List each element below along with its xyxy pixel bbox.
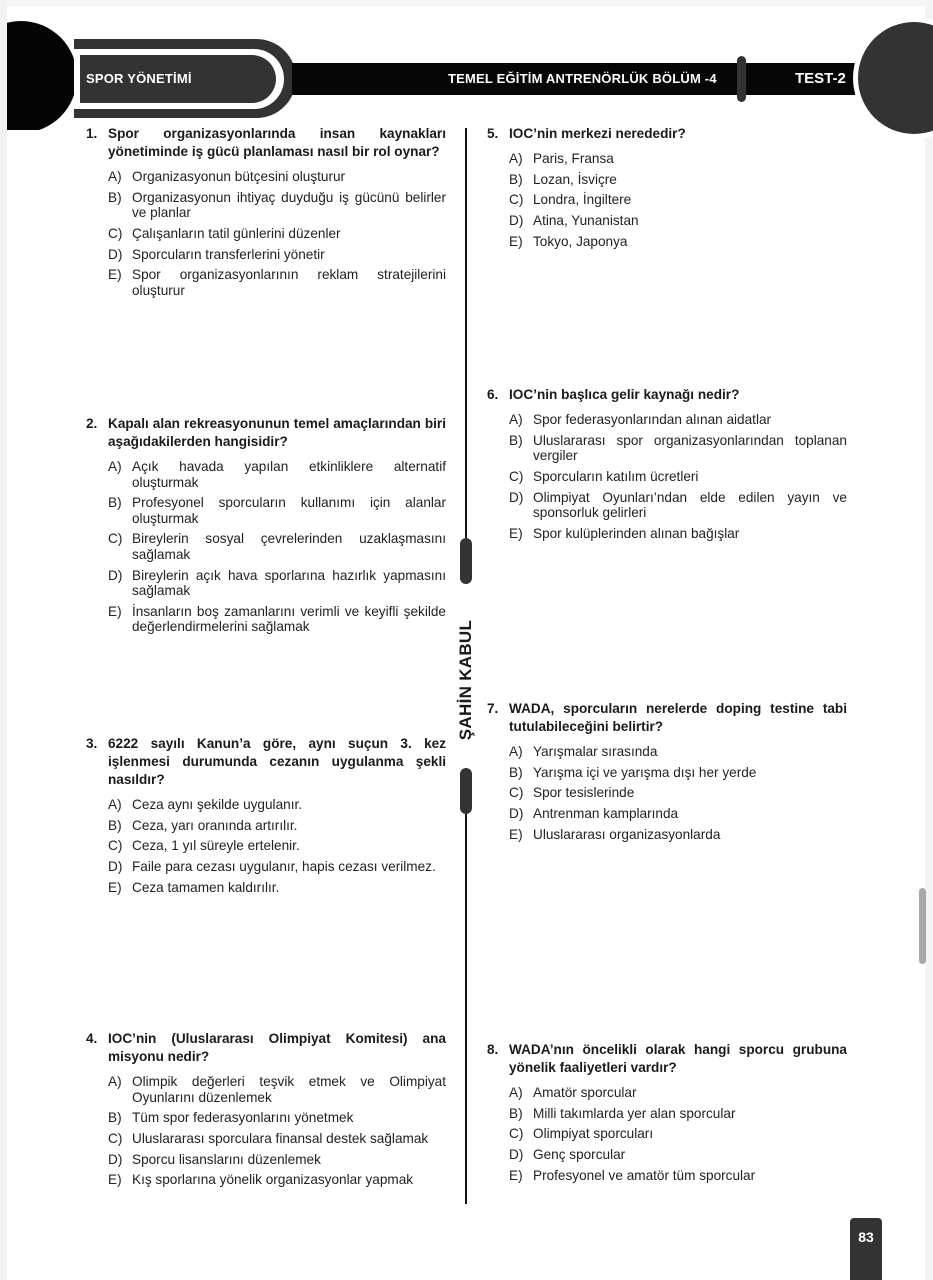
option-text: Olimpiyat Oyunları’ndan elde edilen yayın ve sponsorluk gelirleri xyxy=(533,489,847,521)
option-letter: B) xyxy=(509,1105,523,1121)
option-text: Faile para cezası uygulanır, hapis cezası verilmez. xyxy=(132,859,436,875)
option-letter: E) xyxy=(108,603,122,619)
option-text: Tokyo, Japonya xyxy=(533,233,628,249)
answer-option xyxy=(108,459,446,490)
option-letter: E) xyxy=(108,1172,122,1188)
question-text: Spor organizasyonlarında insan kaynakları yönetiminde iş gücü planlaması nasıl bir rol oynar? xyxy=(108,126,446,159)
option-text: İnsanların boş zamanlarını verimli ve keyifli şekilde değerlendirmelerini sağlamak xyxy=(132,603,446,635)
question-stem xyxy=(487,1041,847,1077)
option-text: Bireylerin açık hava sporlarına hazırlık yapmasını sağlamak xyxy=(132,567,446,599)
option-letter: A) xyxy=(108,459,122,474)
option-letter: C) xyxy=(509,785,524,801)
option-text: Profesyonel sporcuların kullanımı için alanlar oluşturmak xyxy=(132,495,446,526)
option-letter: C) xyxy=(509,1126,524,1142)
option-letter: D) xyxy=(108,859,123,875)
option-letter: D) xyxy=(509,1147,524,1163)
option-text: Olimpiyat sporcuları xyxy=(533,1126,654,1142)
answer-options xyxy=(86,1074,446,1188)
question-text: 6222 sayılı Kanun’a göre, aynı suçun 3. kez işlenmesi durumunda cezanın uygulanma şekli nasıldır? xyxy=(108,736,446,787)
answer-option xyxy=(108,226,446,242)
answer-option xyxy=(509,490,847,521)
answer-options xyxy=(487,1085,847,1183)
column-divider-top xyxy=(465,128,467,538)
option-text: Tüm spor federasyonlarını yönetmek xyxy=(132,1110,354,1126)
answer-option xyxy=(108,267,446,298)
option-text: Yarışmalar sırasında xyxy=(533,744,658,759)
option-letter: A) xyxy=(509,151,523,166)
option-text: Ceza tamamen kaldırılır. xyxy=(132,879,280,895)
answer-option xyxy=(509,827,847,843)
header-divider-capsule xyxy=(737,56,746,102)
book-title: TEMEL EĞİTİM ANTRENÖRLÜK BÖLÜM -4 xyxy=(448,71,717,86)
option-letter: D) xyxy=(509,489,524,505)
question-number: 1. xyxy=(86,126,98,141)
question-number: 4. xyxy=(86,1031,98,1046)
page-number: 83 xyxy=(858,1229,874,1245)
option-letter: E) xyxy=(108,879,122,895)
option-text: Kış sporlarına yönelik organizasyonlar yapmak xyxy=(132,1172,414,1188)
option-letter: B) xyxy=(108,495,122,511)
option-letter: A) xyxy=(509,1085,523,1100)
question xyxy=(86,735,446,900)
option-text: Açık havada yapılan etkinliklere alternatif oluşturmak xyxy=(132,459,446,490)
option-letter: C) xyxy=(509,192,524,208)
answer-option xyxy=(108,604,446,635)
option-text: Antrenman kamplarında xyxy=(533,806,679,822)
answer-option xyxy=(108,247,446,263)
divider-capsule-top xyxy=(460,538,472,584)
answer-option xyxy=(509,1085,847,1101)
answer-option xyxy=(108,1172,446,1188)
question-stem xyxy=(86,1030,446,1066)
option-text: Çalışanların tatil günlerini düzenler xyxy=(132,225,341,241)
option-letter: B) xyxy=(509,432,523,448)
option-letter: D) xyxy=(108,1151,123,1167)
option-text: Spor federasyonlarından alınan aidatlar xyxy=(533,412,772,427)
question-number: 8. xyxy=(487,1042,499,1057)
option-letter: E) xyxy=(509,525,523,541)
answer-option xyxy=(509,433,847,464)
option-text: Sporcu lisanslarını düzenlemek xyxy=(132,1151,321,1167)
option-letter: C) xyxy=(509,468,524,484)
option-text: Atina, Yunanistan xyxy=(533,213,639,229)
answer-options xyxy=(487,412,847,541)
option-text: Spor tesislerinde xyxy=(533,785,635,801)
option-letter: D) xyxy=(108,246,123,262)
answer-option xyxy=(108,1110,446,1126)
option-text: Milli takımlarda yer alan sporcular xyxy=(533,1105,736,1121)
question xyxy=(86,415,446,640)
answer-option xyxy=(108,797,446,813)
answer-option xyxy=(509,1106,847,1122)
question-stem xyxy=(487,700,847,736)
answer-option xyxy=(108,818,446,834)
question-text: IOC’nin başlıca gelir kaynağı nedir? xyxy=(509,387,740,402)
option-text: Uluslararası sporculara finansal destek sağlamak xyxy=(132,1130,429,1146)
option-text: Lozan, İsviçre xyxy=(533,171,617,187)
answer-option xyxy=(509,526,847,542)
answer-option xyxy=(509,234,847,250)
question xyxy=(487,1041,847,1188)
answer-options xyxy=(86,797,446,895)
answer-option xyxy=(108,1152,446,1168)
question-stem xyxy=(86,125,446,161)
page-top-edge xyxy=(0,0,933,6)
option-letter: C) xyxy=(108,225,123,241)
option-letter: E) xyxy=(509,1167,523,1183)
option-letter: A) xyxy=(509,412,523,427)
answer-option xyxy=(108,880,446,896)
answer-option xyxy=(108,190,446,221)
answer-options xyxy=(487,151,847,249)
question-number: 2. xyxy=(86,416,98,431)
option-letter: C) xyxy=(108,531,123,547)
answer-option xyxy=(509,765,847,781)
test-label: TEST-2 xyxy=(795,70,846,87)
answer-option xyxy=(509,469,847,485)
answer-option xyxy=(108,169,446,185)
page-right-edge xyxy=(925,0,933,1280)
answer-option xyxy=(108,1074,446,1105)
answer-option xyxy=(509,785,847,801)
option-text: Ceza, yarı oranında artırılır. xyxy=(132,817,298,833)
option-letter: A) xyxy=(108,169,122,184)
answer-option xyxy=(509,192,847,208)
option-letter: D) xyxy=(509,213,524,229)
option-text: Spor organizasyonlarının reklam stratejilerini oluşturur xyxy=(132,267,446,298)
option-text: Olimpik değerleri teşvik etmek ve Olimpiyat Oyunlarını düzenlemek xyxy=(132,1074,446,1105)
header-left-circle-decoration xyxy=(7,20,77,130)
option-letter: C) xyxy=(108,1130,123,1146)
question-number: 3. xyxy=(86,736,98,751)
answer-option xyxy=(509,1168,847,1184)
answer-option xyxy=(509,1126,847,1142)
answer-options xyxy=(86,169,446,298)
option-text: Paris, Fransa xyxy=(533,151,614,166)
option-letter: A) xyxy=(509,744,523,759)
divider-capsule-bottom xyxy=(460,768,472,814)
option-letter: B) xyxy=(108,817,122,833)
answer-option xyxy=(509,213,847,229)
option-text: Sporcuların transferlerini yönetir xyxy=(132,246,325,262)
option-letter: B) xyxy=(108,1110,122,1126)
answer-option xyxy=(108,531,446,562)
answer-option xyxy=(108,859,446,875)
answer-option xyxy=(108,838,446,854)
question-text: IOC’nin (Uluslararası Olimpiyat Komitesi) ana misyonu nedir? xyxy=(108,1031,446,1064)
answer-option xyxy=(108,495,446,526)
option-letter: E) xyxy=(509,233,523,249)
option-text: Spor kulüplerinden alınan bağışlar xyxy=(533,525,740,541)
section-title: SPOR YÖNETİMİ xyxy=(86,71,192,86)
option-text: Yarışma içi ve yarışma dışı her yerde xyxy=(533,764,757,780)
option-text: Ceza, 1 yıl süreyle ertelenir. xyxy=(132,838,300,854)
option-text: Profesyonel ve amatör tüm sporcular xyxy=(533,1167,756,1183)
option-text: Ceza aynı şekilde uygulanır. xyxy=(132,797,303,812)
answer-option xyxy=(509,744,847,760)
author-name: ŞAHİN KABUL xyxy=(456,619,475,741)
answer-option xyxy=(108,568,446,599)
question-number: 7. xyxy=(487,701,499,716)
scrollbar-thumb[interactable] xyxy=(919,888,926,964)
question-number: 6. xyxy=(487,387,499,402)
option-text: Sporcuların katılım ücretleri xyxy=(533,468,699,484)
question xyxy=(86,1030,446,1193)
question-text: IOC’nin merkezi nerededir? xyxy=(509,126,686,141)
answer-options xyxy=(487,744,847,842)
option-text: Bireylerin sosyal çevrelerinden uzaklaşmasını sağlamak xyxy=(132,531,446,562)
option-letter: A) xyxy=(108,1074,122,1089)
question-text: WADA’nın öncelikli olarak hangi sporcu grubuna yönelik faaliyetleri vardır? xyxy=(509,1042,847,1075)
option-letter: B) xyxy=(108,189,122,205)
question-stem xyxy=(86,735,446,789)
option-letter: B) xyxy=(509,171,523,187)
option-text: Genç sporcular xyxy=(533,1147,626,1163)
option-text: Uluslararası spor organizasyonlarından toplanan vergiler xyxy=(533,432,847,464)
answer-option xyxy=(509,151,847,167)
question xyxy=(487,386,847,546)
answer-option xyxy=(108,1131,446,1147)
option-letter: D) xyxy=(509,806,524,822)
question-stem xyxy=(86,415,446,451)
question-text: Kapalı alan rekreasyonunun temel amaçlarından biri aşağıdakilerden hangisidir? xyxy=(108,416,446,449)
option-text: Uluslararası organizasyonlarda xyxy=(533,826,721,842)
option-letter: E) xyxy=(108,267,122,283)
column-divider-bottom xyxy=(465,814,467,1204)
question-number: 5. xyxy=(487,126,499,141)
answer-options xyxy=(86,459,446,635)
option-letter: B) xyxy=(509,764,523,780)
question xyxy=(487,700,847,847)
option-letter: E) xyxy=(509,826,523,842)
answer-option xyxy=(509,172,847,188)
page-number-box xyxy=(850,1218,882,1280)
option-text: Londra, İngiltere xyxy=(533,192,632,208)
answer-option xyxy=(509,1147,847,1163)
option-letter: C) xyxy=(108,838,123,854)
answer-option xyxy=(509,412,847,428)
question-stem xyxy=(487,386,847,404)
question-text: WADA, sporcuların nerelerde doping testine tabi tutulabileceğini belirtir? xyxy=(509,701,847,734)
page-left-edge xyxy=(0,0,7,1280)
option-text: Organizasyonun bütçesini oluşturur xyxy=(132,169,346,184)
question-stem xyxy=(487,125,847,143)
question xyxy=(86,125,446,303)
option-letter: A) xyxy=(108,797,122,812)
answer-option xyxy=(509,806,847,822)
option-letter: D) xyxy=(108,567,123,583)
option-text: Amatör sporcular xyxy=(533,1085,637,1100)
question xyxy=(487,125,847,254)
option-text: Organizasyonun ihtiyaç duyduğu iş gücünü belirler ve planlar xyxy=(132,189,446,221)
